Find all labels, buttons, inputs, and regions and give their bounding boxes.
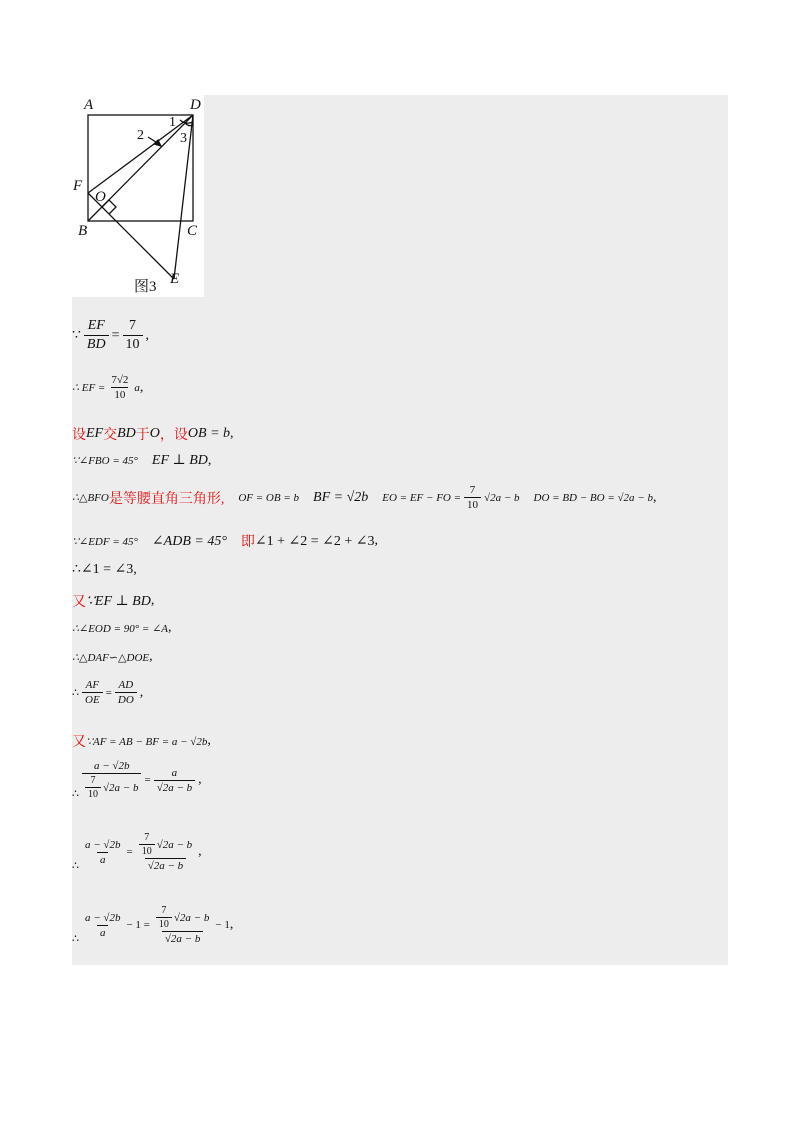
fraction-7-10 (464, 484, 481, 511)
fraction-left (82, 839, 123, 866)
fraction-ad-do (115, 679, 137, 706)
fraction-7-10 (123, 318, 143, 353)
because-symbol: ∵ (72, 328, 81, 343)
fraction-numerator (136, 832, 195, 858)
text-let-2: ，设 (159, 428, 188, 443)
coef-fraction (139, 832, 155, 857)
text-isosceles-right-triangle: 是等腰直角三角形, (108, 491, 225, 507)
label-angle-3: 3 (180, 131, 187, 146)
label-e: E (170, 271, 180, 287)
denominator-expr: √2a − b (103, 781, 139, 794)
comma: , (149, 649, 153, 664)
text-also: 又 (72, 735, 86, 750)
coef-numerator: 7 (161, 905, 167, 916)
therefore-symbol: ∴ (72, 788, 79, 800)
label-angle-2: 2 (137, 128, 144, 143)
fraction-denominator: OE (82, 692, 103, 706)
segment-fd (88, 115, 193, 193)
label-o: O (95, 189, 106, 205)
therefore-symbol: ∴ (72, 860, 79, 872)
comma: , (207, 733, 211, 748)
therefore-symbol: ∴ (72, 687, 79, 699)
fraction-denominator: a (97, 852, 109, 866)
therefore-symbol: ∴ (72, 933, 79, 945)
coef-fraction (85, 775, 101, 800)
line-10 (72, 649, 153, 665)
line-3 (72, 424, 234, 444)
comma: , (168, 620, 172, 635)
angle-edf-45: ∵∠EDF = 45° (72, 535, 138, 548)
fraction-numerator: a − √2b (85, 838, 121, 851)
label-angle-1: 1 (169, 115, 176, 130)
comma: , (198, 772, 202, 787)
line-9 (72, 620, 172, 636)
do-equals: DO = BD − BO = √2a − b (533, 491, 653, 504)
comma: , (150, 593, 155, 608)
ef-equals: ∴ EF = (72, 382, 106, 394)
fraction-numerator: a − √2b (85, 911, 121, 924)
fraction-numerator (153, 905, 212, 931)
text-also: 又 (72, 595, 86, 610)
fraction-denominator: 10 (111, 387, 128, 401)
line-15 (72, 905, 233, 945)
fraction-denominator: DO (115, 692, 137, 706)
of-equals-ob: OF = OB = b (238, 491, 300, 504)
text-namely: 即 (240, 535, 255, 550)
fraction-denominator: BD (84, 335, 109, 353)
coef-denominator: 10 (156, 917, 172, 930)
label-f: F (73, 178, 83, 194)
comma: , (139, 379, 144, 395)
fraction-numerator: EF (87, 318, 105, 333)
label-c: C (187, 223, 198, 239)
angle-sum-equation: ∠1 + ∠2 = ∠2 + ∠3 (254, 533, 375, 549)
fraction-complex-right (136, 832, 195, 872)
fraction-ef-bd (84, 318, 109, 353)
line-1 (72, 318, 149, 353)
fraction-numerator: AD (118, 679, 134, 691)
fraction-complex-left (82, 760, 141, 800)
fraction-7root2-10 (108, 374, 131, 401)
fraction-complex-right (153, 905, 212, 945)
equals-sign: = (105, 686, 112, 699)
minus-one: − 1 (215, 919, 230, 931)
figure-caption: 图3 (134, 279, 157, 295)
line-5 (72, 484, 656, 511)
eo-equals: EO = EF − FO = (382, 491, 462, 504)
fraction-denominator (82, 773, 141, 800)
angle-adb-45: ∠ADB = 45° (151, 533, 227, 549)
equals-sign: = (144, 774, 151, 786)
label-d: D (190, 97, 201, 113)
line-7 (72, 561, 137, 578)
bf-equals-root2b: BF = √2b (313, 489, 369, 505)
comma: , (198, 844, 202, 859)
coef-fraction (156, 905, 172, 930)
fraction-denominator: √2a − b (162, 931, 203, 945)
root2a-minus-b: √2a − b (484, 491, 520, 504)
segment-fe (88, 193, 174, 279)
comma: , (145, 327, 149, 343)
comma: , (139, 684, 144, 700)
fraction-denominator: 10 (123, 335, 143, 353)
text-let: 设 (72, 428, 86, 443)
variable-a: a (134, 381, 140, 394)
fraction-numerator: 7√2 (111, 374, 129, 386)
angle-eod-90: ∴∠EOD = 90° = ∠A (72, 622, 169, 635)
geometry-figure (72, 95, 204, 297)
line-8 (72, 591, 154, 611)
fraction-left (82, 912, 123, 939)
numerator-expr: √2a − b (156, 838, 193, 851)
coef-denominator: 10 (85, 787, 101, 800)
point-o-text: O (149, 426, 160, 441)
fraction-numerator: 7 (469, 484, 476, 496)
coef-numerator: 7 (90, 775, 96, 786)
segment-ef-text: EF (86, 426, 104, 441)
equals-sign: = (126, 846, 133, 858)
line-6 (72, 531, 378, 551)
coef-numerator: 7 (144, 832, 150, 843)
comma: , (652, 489, 657, 505)
comma: , (207, 452, 212, 468)
minus-one-equals: − 1 = (126, 919, 150, 931)
geometry-diagram (72, 95, 204, 297)
angle-fbo-45: ∵∠FBO = 45° (72, 455, 138, 467)
label-b: B (78, 223, 88, 239)
line-12 (72, 731, 211, 751)
line-4 (72, 452, 211, 469)
numerator-expr: √2a − b (173, 911, 210, 924)
fraction-denominator: a (97, 925, 109, 939)
line-14 (72, 832, 202, 872)
line-13 (72, 760, 202, 800)
comma: , (374, 533, 379, 548)
fraction-numerator: a − √2b (94, 760, 130, 772)
comma: , (230, 426, 234, 441)
text-intersect: 交 (103, 428, 118, 443)
ef-perp-bd: EF ⊥ BD (151, 453, 208, 468)
comma: , (229, 917, 234, 932)
comma: , (133, 561, 137, 577)
text-at: 于 (135, 428, 150, 443)
angle1-equals-angle3: ∴∠1 = ∠3 (72, 562, 134, 577)
line-11 (72, 679, 143, 706)
equals-sign: = (111, 327, 120, 343)
fraction-a-over (154, 767, 195, 794)
af-equals: ∵AF = AB − BF = a − √2b (86, 735, 208, 748)
coef-denominator: 10 (139, 844, 155, 857)
fraction-denominator: √2a − b (145, 858, 186, 872)
fraction-numerator: 7 (129, 318, 136, 333)
fraction-numerator: AF (85, 679, 100, 691)
segment-bd-text: BD (117, 426, 136, 441)
fraction-denominator: 10 (464, 497, 481, 511)
similar-triangles: ∴△DAF∽△DOE (72, 651, 150, 664)
fraction-numerator: a (171, 766, 178, 779)
triangle-bfo: ∴△BFO (72, 492, 109, 504)
fraction-af-oe (82, 679, 103, 706)
fraction-denominator: √2a − b (154, 780, 195, 794)
ob-equals-b: OB = b (187, 426, 231, 441)
label-a: A (84, 97, 94, 113)
line-2 (72, 374, 143, 401)
ef-perp-bd: ∵EF ⊥ BD (86, 593, 151, 609)
